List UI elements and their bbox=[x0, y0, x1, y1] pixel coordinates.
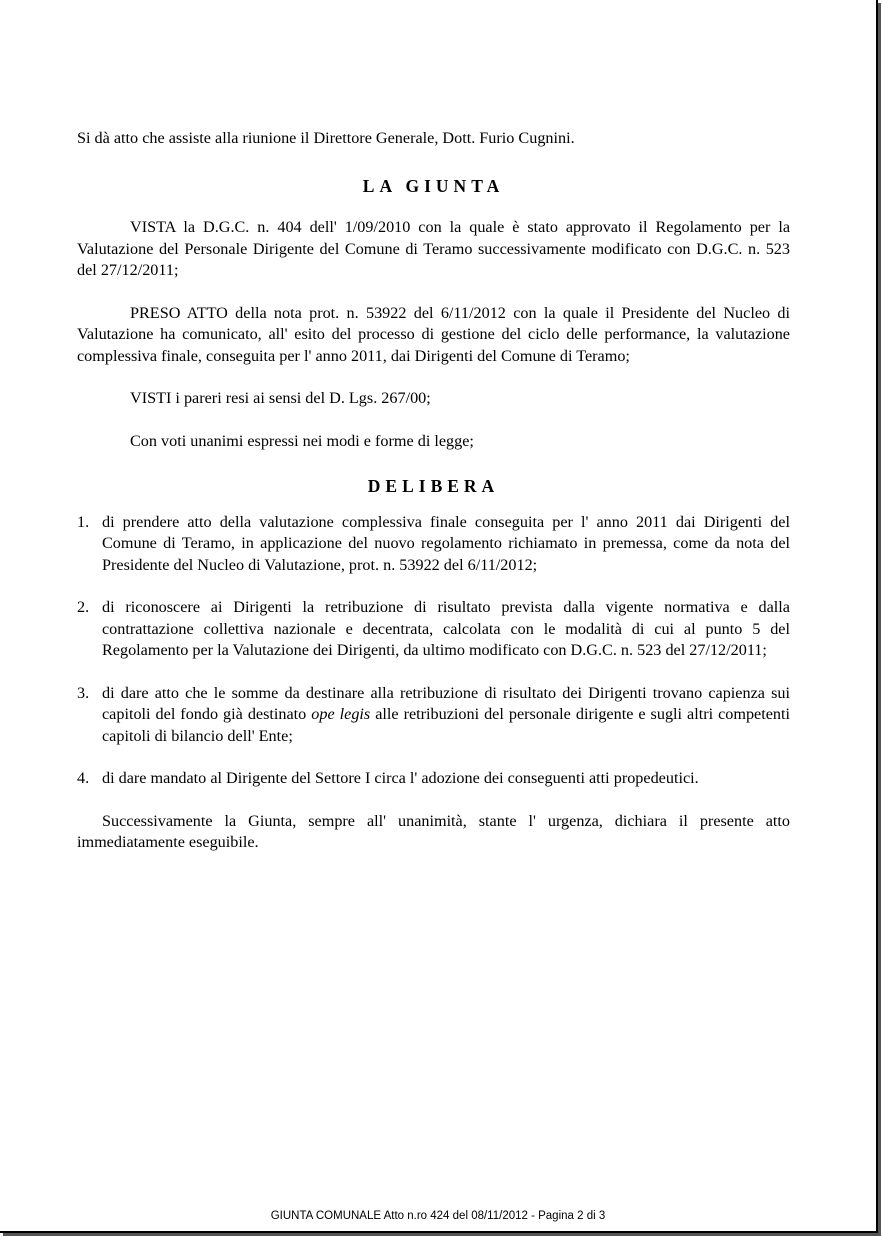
item-text-after: alle retribuzioni del personale dirigente e sugli altri competenti capitoli di bilancio dell' Ente; bbox=[102, 705, 791, 745]
paragraph-vista: VISTA la D.G.C. n. 404 dell' 1/09/2010 con la quale è stato approvato il Regolamento per la Valutazione del Personale Dirigente del Comune di Teramo successivamente modificato con D.G.C. n. 523 del 27/12/2011; bbox=[77, 218, 790, 279]
item-number: 2. bbox=[77, 598, 90, 616]
item-text: di prendere atto della valutazione complessiva finale conseguita per l' anno 2011 dai Dirigenti del Comune di Teramo, in applicazione del nuovo regolamento richiamato in premessa, come da nota del Presidente del Nucleo di Valutazione, prot. n. 53922 del 6/11/2012; bbox=[102, 512, 790, 574]
item-text-before: di dare atto che le somme da destinare alla retribuzione di risultato dei Dirigenti trovano capienza sui capitoli del fondo già destinato bbox=[102, 683, 790, 723]
list-item bbox=[77, 597, 790, 662]
list-item bbox=[77, 768, 790, 790]
paragraph-voti: Con voti unanimi espressi nei modi e forme di legge; bbox=[130, 431, 474, 450]
item-number: 1. bbox=[77, 512, 90, 531]
heading-la-giunta: LA GIUNTA bbox=[362, 175, 505, 196]
list-item bbox=[77, 512, 790, 577]
paragraph-preso-atto: PRESO ATTO della nota prot. n. 53922 del 6/11/2012 con la quale il Presidente del Nucleo di Valutazione ha comunicato, all' esito del processo di gestione del ciclo delle performance, la valutazione complessiva finale, conseguita per l' anno 2011, dai Dirigenti del Comune di Teramo; bbox=[77, 303, 790, 365]
item-text-italic: ope legis bbox=[311, 705, 371, 723]
page-footer: GIUNTA COMUNALE Atto n.ro 424 del 08/11/2012 - Pagina 2 di 3 bbox=[270, 1210, 606, 1222]
document-body bbox=[77, 128, 790, 854]
item-number: 3. bbox=[77, 683, 90, 702]
list-item bbox=[77, 683, 790, 748]
heading-delibera: DELIBERA bbox=[367, 476, 500, 496]
item-text: di riconoscere ai Dirigenti la retribuzione di risultato prevista dalla vigente normativa e dalla contrattazione collettiva nazionale e decentrata, calcolata con le modalità di cui al punto 5 del Regolamento per la Valutazione dei Dirigenti, da ultimo modificato con D.G.C. n. 523 del 27/12/2011; bbox=[102, 598, 790, 659]
closing-paragraph: Successivamente la Giunta, sempre all' unanimità, stante l' urgenza, dichiara il presente atto immediatamente eseguibile. bbox=[77, 811, 790, 851]
paragraph-visti: VISTI i pareri resi ai sensi del D. Lgs. 267/00; bbox=[130, 389, 431, 407]
intro-paragraph: Si dà atto che assiste alla riunione il Direttore Generale, Dott. Furio Cugnini. bbox=[77, 129, 575, 147]
item-number: 4. bbox=[77, 769, 90, 787]
delibera-list bbox=[77, 512, 790, 790]
item-text: di dare mandato al Dirigente del Settore I circa l' adozione dei conseguenti atti propedeutici. bbox=[102, 769, 699, 787]
